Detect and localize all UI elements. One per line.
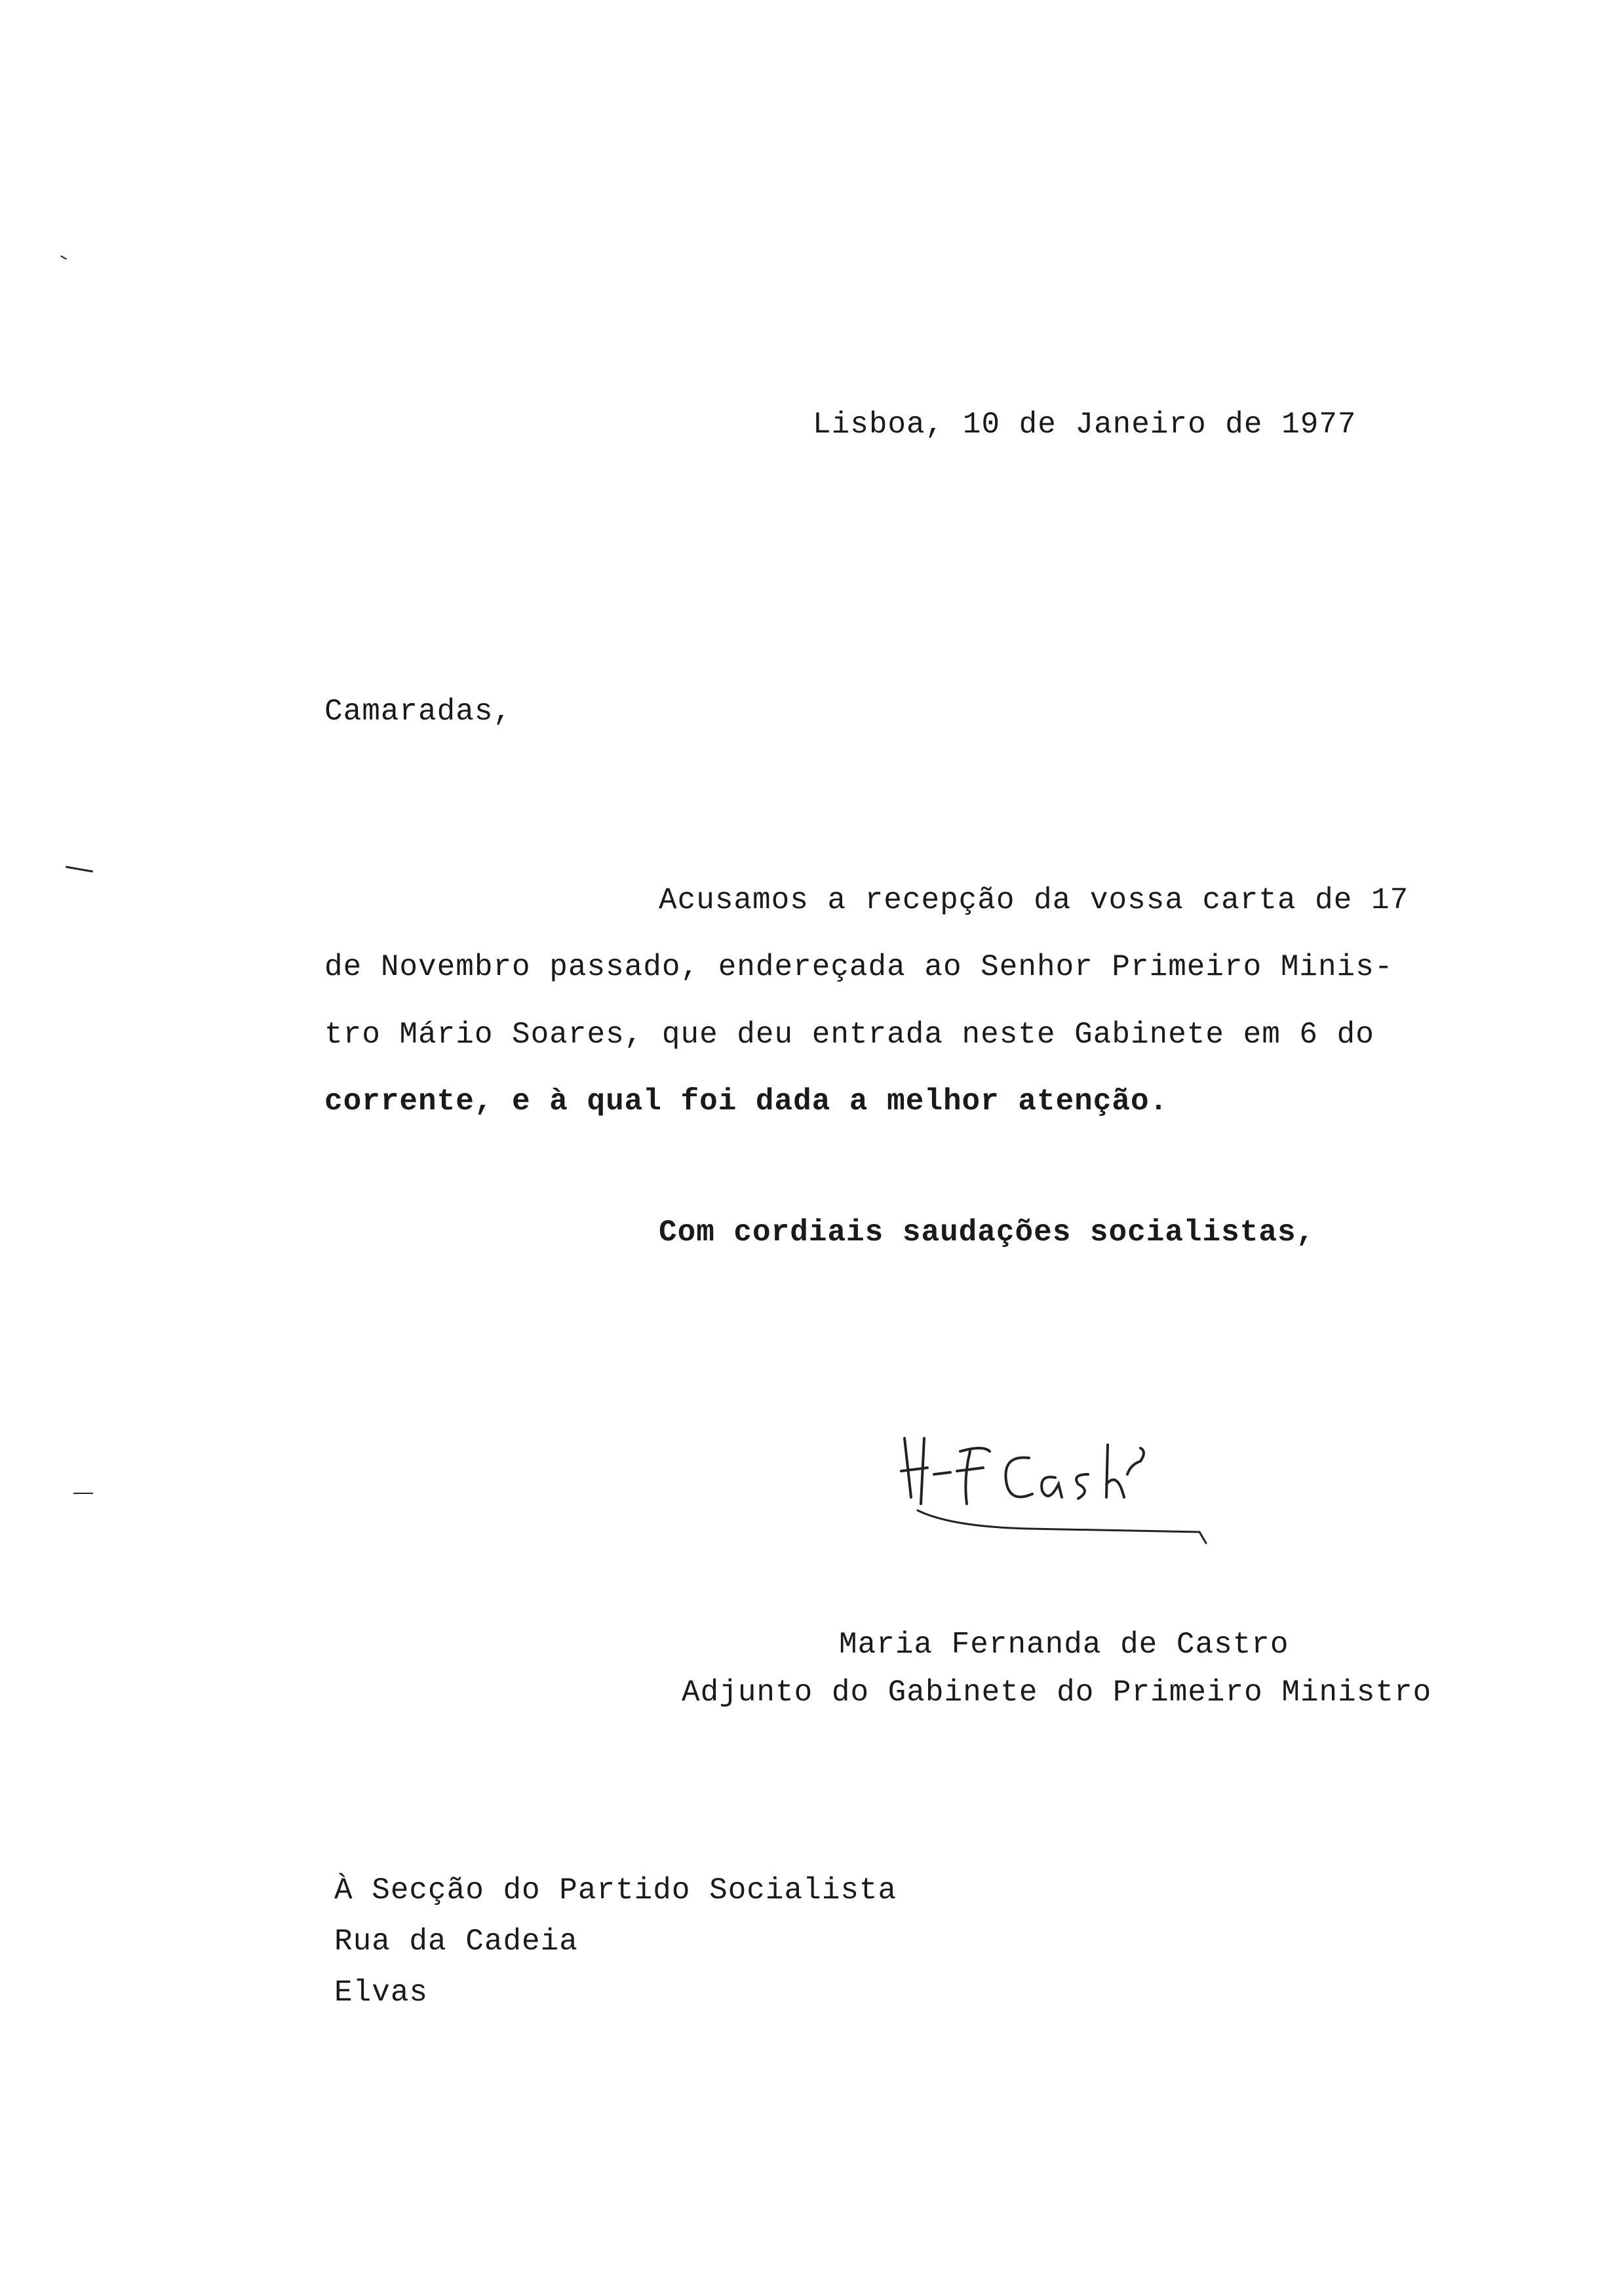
recipient-line: À Secção do Partido Socialista bbox=[334, 1873, 897, 1907]
recipient-line: Rua da Cadeia bbox=[334, 1924, 578, 1959]
recipient-line: Elvas bbox=[334, 1976, 429, 2010]
body-line: Acusamos a recepção da vossa carta de 17 bbox=[659, 883, 1409, 917]
closing: Com cordiais saudações socialistas, bbox=[659, 1215, 1315, 1250]
signer-title: Adjunto do Gabinete do Primeiro Ministro bbox=[682, 1675, 1432, 1710]
place-date: Lisboa, 10 de Janeiro de 1977 bbox=[813, 408, 1357, 442]
margin-mark bbox=[66, 866, 93, 872]
signer-name: Maria Fernanda de Castro bbox=[839, 1628, 1289, 1662]
body-line: de Novembro passado, endereçada ao Senhor Primeiro Minis- bbox=[324, 950, 1393, 984]
margin-mark bbox=[73, 1493, 93, 1494]
body-line: tro Mário Soares, que deu entrada neste Gabinete em 6 do bbox=[324, 1018, 1374, 1052]
handwritten-signature bbox=[898, 1412, 1239, 1556]
margin-mark bbox=[60, 256, 67, 260]
salutation: Camaradas, bbox=[324, 695, 513, 729]
body-line: corrente, e à qual foi dada a melhor atenção. bbox=[324, 1084, 1169, 1119]
